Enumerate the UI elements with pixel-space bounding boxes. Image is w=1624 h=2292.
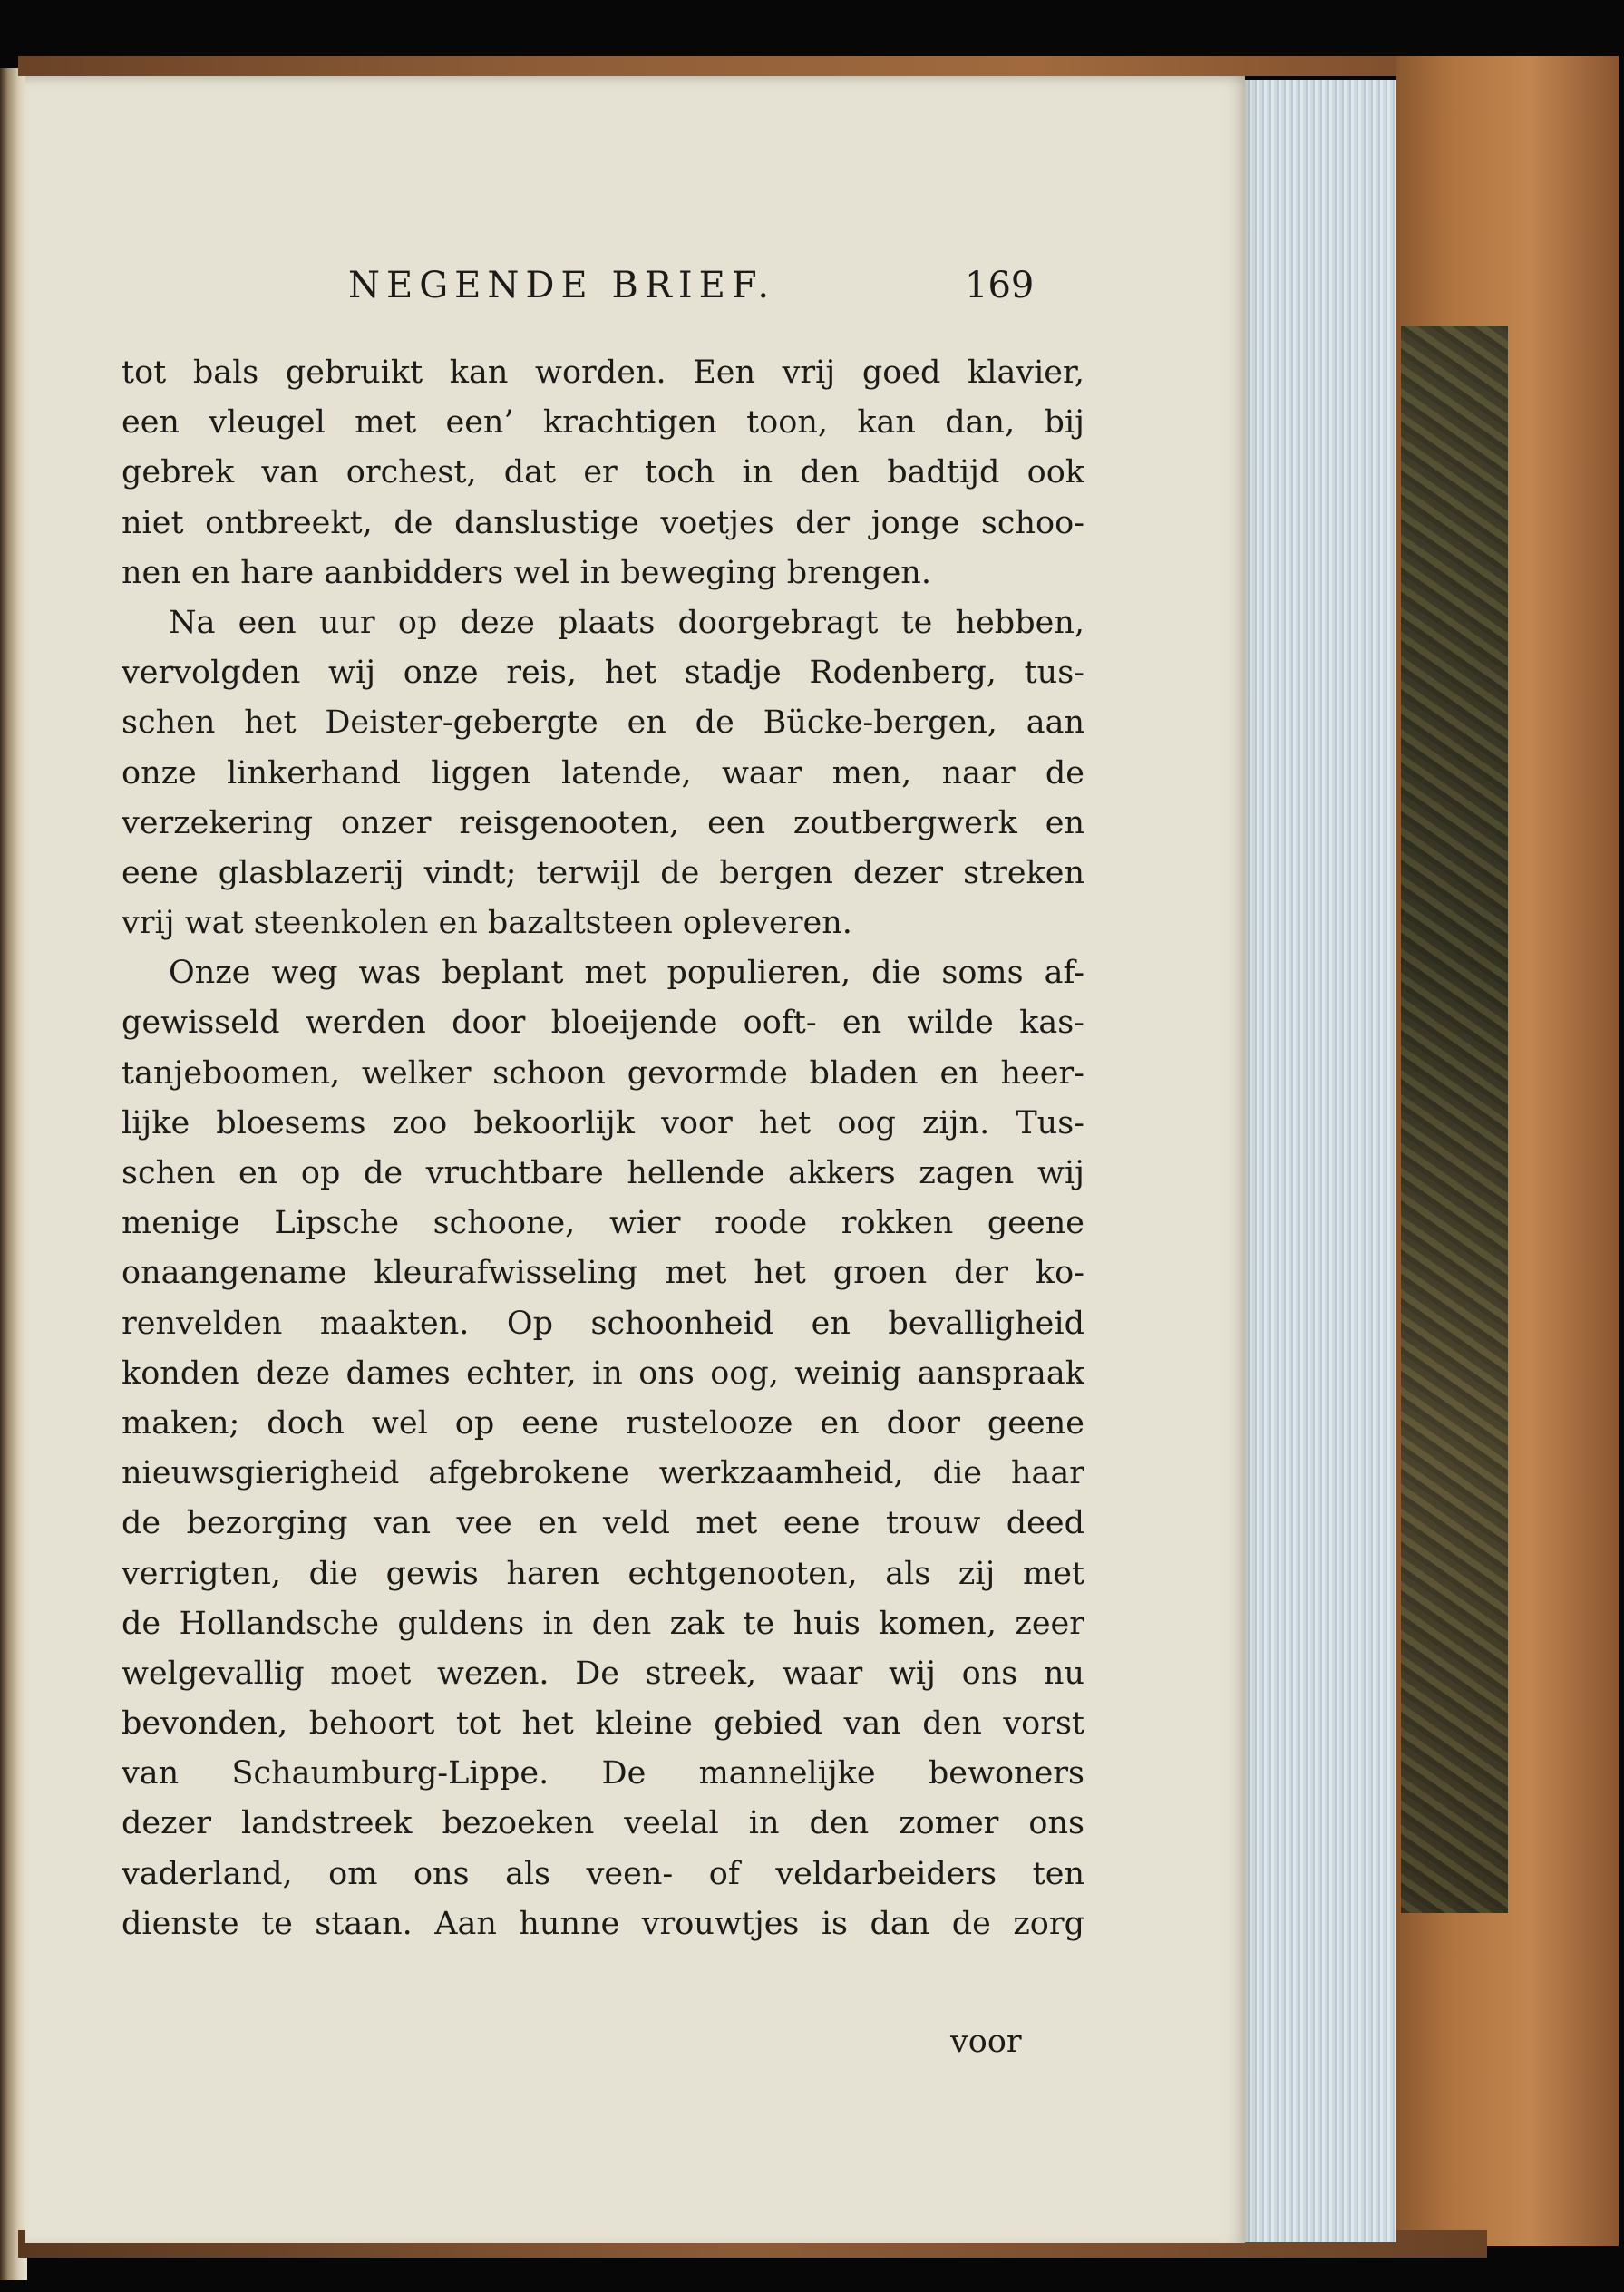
text-line: vrij wat steenkolen en bazaltsteen opleveren. bbox=[122, 905, 852, 942]
catchword: voor bbox=[950, 2024, 1022, 2060]
book-page bbox=[25, 76, 1245, 2243]
text-line: nen en hare aanbidders wel in beweging brengen. bbox=[122, 554, 931, 591]
text-line: tot bals gebruikt kan worden. Een vrij goed klavier, bbox=[122, 354, 1084, 391]
text-line: onze linkerhand liggen latende, waar men, naar de bbox=[122, 754, 1084, 792]
text-line: welgevallig moet wezen. De streek, waar wij ons nu bbox=[122, 1655, 1084, 1692]
running-title: NEGENDE BRIEF. bbox=[348, 265, 776, 306]
marbled-paper bbox=[1401, 326, 1508, 1913]
text-line: menige Lipsche schoone, wier roode rokken geene bbox=[122, 1205, 1084, 1242]
text-line: renvelden maakten. Op schoonheid en bevalligheid bbox=[122, 1305, 1084, 1342]
text-line: gewisseld werden door bloeijende ooft- en wilde kas- bbox=[122, 1005, 1084, 1042]
text-line: niet ontbreekt, de danslustige voetjes der jonge schoo- bbox=[122, 504, 1084, 541]
text-line: verrigten, die gewis haren echtgenooten, als zij met bbox=[122, 1555, 1084, 1592]
text-line: schen en op de vruchtbare hellende akkers zagen wij bbox=[122, 1155, 1084, 1191]
text-line: gebrek van orchest, dat er toch in den badtijd ook bbox=[122, 454, 1084, 491]
text-line: de Hollandsche guldens in den zak te huis komen, zeer bbox=[122, 1605, 1084, 1642]
text-line: schen het Deister-gebergte en de Bücke-bergen, aan bbox=[122, 704, 1084, 742]
text-line: van Schaumburg-Lippe. De mannelijke bewoners bbox=[122, 1755, 1084, 1792]
text-line: konden deze dames echter, in ons oog, weinig aanspraak bbox=[122, 1355, 1084, 1392]
text-line: dienste te staan. Aan hunne vrouwtjes is dan de zorg bbox=[122, 1905, 1084, 1942]
text-line: een vleugel met een’ krachtigen toon, kan dan, bij bbox=[122, 404, 1084, 442]
page-edges bbox=[1238, 80, 1396, 2242]
text-line: de bezorging van vee en veld met eene trouw deed bbox=[122, 1505, 1084, 1542]
text-line: eene glasblazerij vindt; terwijl de bergen dezer streken bbox=[122, 854, 1084, 891]
left-page-edge bbox=[0, 68, 27, 2280]
text-line: lijke bloesems zoo bekoorlijk voor het oog zijn. Tus- bbox=[122, 1104, 1084, 1141]
text-line: vaderland, om ons als veen- of veldarbeiders ten bbox=[122, 1855, 1084, 1892]
text-line: onaangename kleurafwisseling met het groen der ko- bbox=[122, 1255, 1084, 1292]
page-number: 169 bbox=[965, 265, 1035, 306]
text-line: tanjeboomen, welker schoon gevormde bladen en heer- bbox=[122, 1054, 1084, 1092]
body-text bbox=[122, 348, 1084, 1949]
text-line: Onze weg was beplant met populieren, die soms af- bbox=[169, 955, 1084, 992]
text-line: bevonden, behoort tot het kleine gebied van den vorst bbox=[122, 1705, 1084, 1743]
text-line: dezer landstreek bezoeken veelal in den zomer ons bbox=[122, 1805, 1084, 1842]
text-line: nieuwsgierigheid afgebrokene werkzaamheid, die haar bbox=[122, 1455, 1084, 1492]
binding-top bbox=[18, 56, 1469, 76]
text-line: verzekering onzer reisgenooten, een zoutbergwerk en bbox=[122, 804, 1084, 841]
text-line: Na een uur op deze plaats doorgebragt te hebben, bbox=[169, 604, 1084, 641]
text-line: vervolgden wij onze reis, het stadje Rodenberg, tus- bbox=[122, 655, 1084, 692]
text-line: maken; doch wel op eene rustelooze en door geene bbox=[122, 1404, 1084, 1442]
